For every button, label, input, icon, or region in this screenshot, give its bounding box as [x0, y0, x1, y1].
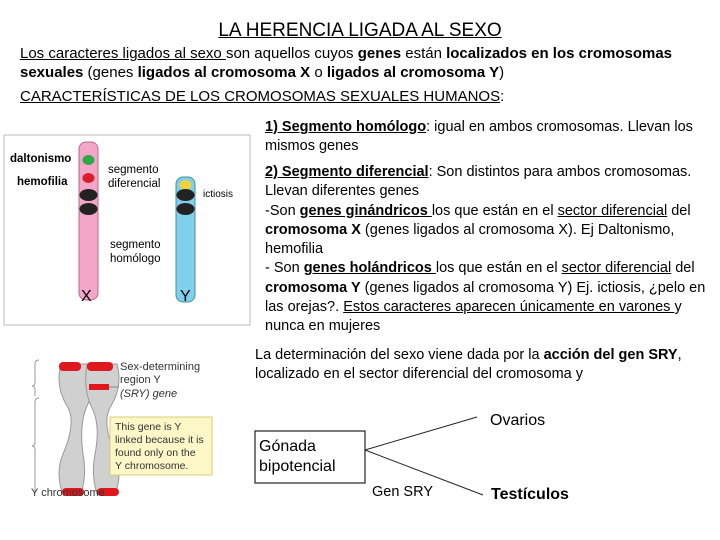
y-chromosome-sry-figure: [25, 350, 250, 505]
intro-location: localizados en los cromosomas sexuales: [20, 45, 673, 81]
intro-text: ): [499, 64, 505, 81]
y-red-tip: [87, 362, 113, 371]
ictiosis-label: ictiosis: [203, 189, 234, 200]
y-label: Y: [180, 288, 191, 305]
sry-band: [89, 384, 109, 390]
page-title: LA HERENCIA LIGADA AL SEXO: [218, 20, 502, 41]
sry-callout-3: (SRY) gene: [120, 388, 178, 400]
gen-sry-label: Gen SRY: [372, 484, 433, 500]
gynandric-sector: sector diferencial: [557, 202, 668, 219]
bracket-top: [32, 360, 39, 396]
holandric-text: y nunca en mujeres: [265, 299, 682, 335]
daltonismo-label: daltonismo: [10, 153, 72, 165]
sex-determination-text: [255, 346, 715, 384]
hemofilia-label: hemofilia: [17, 176, 68, 188]
segment-homologous-text: : igual en ambos cromosomas. Llevan los mismos genes: [265, 119, 693, 154]
intro-text: están: [401, 45, 447, 62]
x-chromosome: [79, 142, 98, 300]
sry-info-2: linked because it is: [115, 434, 204, 446]
y-centromere: [177, 189, 195, 201]
intro-text: (genes: [83, 64, 138, 81]
segmento-homologo-label-2: homólogo: [110, 253, 161, 265]
segment-differential-label: 2) Segmento diferencial: [265, 164, 429, 180]
testiculos-label: Testículos: [491, 486, 569, 503]
holandric-term: genes holándricos: [303, 260, 436, 277]
x-green-gene: [83, 155, 95, 165]
sex-chromosomes-figure: [0, 125, 255, 330]
sex-determination-a: La determinación del sexo viene dada por la: [255, 347, 544, 363]
segment-homologous-label: 1) Segmento homólogo: [265, 119, 427, 135]
sry-callout-2: region Y: [120, 374, 161, 386]
sry-info-3: found only on the: [115, 447, 196, 459]
intro-term: Los caracteres ligados al sexo: [20, 45, 226, 62]
intro-text: o: [310, 64, 327, 81]
segment-differential-text: : Son distintos para ambos cromosomas. Llevan diferentes genes: [265, 164, 692, 200]
x-label: X: [81, 288, 92, 305]
holandric-text: del: [671, 260, 695, 277]
characteristics-heading-colon: :: [500, 88, 505, 105]
y-band: [177, 203, 195, 215]
segmento-homologo-label-1: segmento: [110, 239, 161, 251]
intro-x-linked: ligados al cromosoma X: [137, 64, 311, 81]
arrow-to-ovarios: [365, 417, 477, 450]
x-centromere: [80, 189, 98, 201]
segmento-diferencial-label-2: diferencial: [108, 178, 161, 190]
gynandric-text: del: [667, 202, 691, 219]
y-chromosome-caption: Y chromosome: [31, 487, 105, 499]
sex-determination-c: , localizado en el sector diferencial del cromosoma y: [255, 347, 682, 382]
intro-paragraph: [20, 44, 710, 82]
characteristics-heading: [20, 88, 504, 105]
sry-info-4: Y chromosome.: [115, 460, 189, 472]
holandric-text: los que están en el: [435, 260, 562, 277]
gynandric-text: (genes ligados al cromosoma X). Ej Daltonismo, hemofilia: [265, 221, 675, 258]
sry-info-1: This gene is Y: [115, 421, 182, 433]
gonad-differentiation-diagram: [245, 395, 595, 525]
y-yellow-gene: [180, 180, 192, 190]
gynandric-text: los que están en el: [431, 202, 558, 219]
gynandric-term: genes ginándricos: [299, 202, 432, 219]
characteristics-heading-text: CARACTERÍSTICAS DE LOS CROMOSOMAS SEXUALES HUMANOS: [20, 88, 501, 105]
segmento-diferencial-label-1: segmento: [108, 164, 159, 176]
holandric-text: - Son: [265, 260, 304, 277]
holandric-sector: sector diferencial: [561, 260, 672, 277]
y-red-tip: [59, 362, 81, 371]
bracket-bottom: [32, 398, 39, 492]
segment-differential: [265, 163, 717, 337]
gynandric-text: -Son: [265, 202, 300, 219]
sex-determination-sry: acción del gen SRY: [543, 347, 678, 363]
x-red-gene: [83, 173, 95, 183]
intro-text: son aquellos cuyos: [225, 45, 358, 62]
sry-callout-1: Sex-determining: [120, 361, 201, 373]
gonada-label-2: bipotencial: [259, 458, 336, 475]
ovarios-label: Ovarios: [490, 412, 546, 429]
holandric-chromosome: cromosoma Y: [265, 279, 361, 296]
intro-y-linked: ligados al cromosoma Y: [326, 64, 500, 81]
holandric-text: (genes ligados al cromosoma Y) Ej. ictiosis, ¿pelo en las orejas?.: [265, 279, 706, 316]
holandric-males-only: Estos caracteres aparecen únicamente en varones: [343, 299, 675, 316]
x-band: [80, 203, 98, 215]
gynandric-chromosome: cromosoma X: [265, 221, 361, 238]
segment-homologous: [265, 118, 715, 156]
gonada-label-1: Gónada: [259, 438, 316, 455]
intro-genes: genes: [357, 45, 402, 62]
